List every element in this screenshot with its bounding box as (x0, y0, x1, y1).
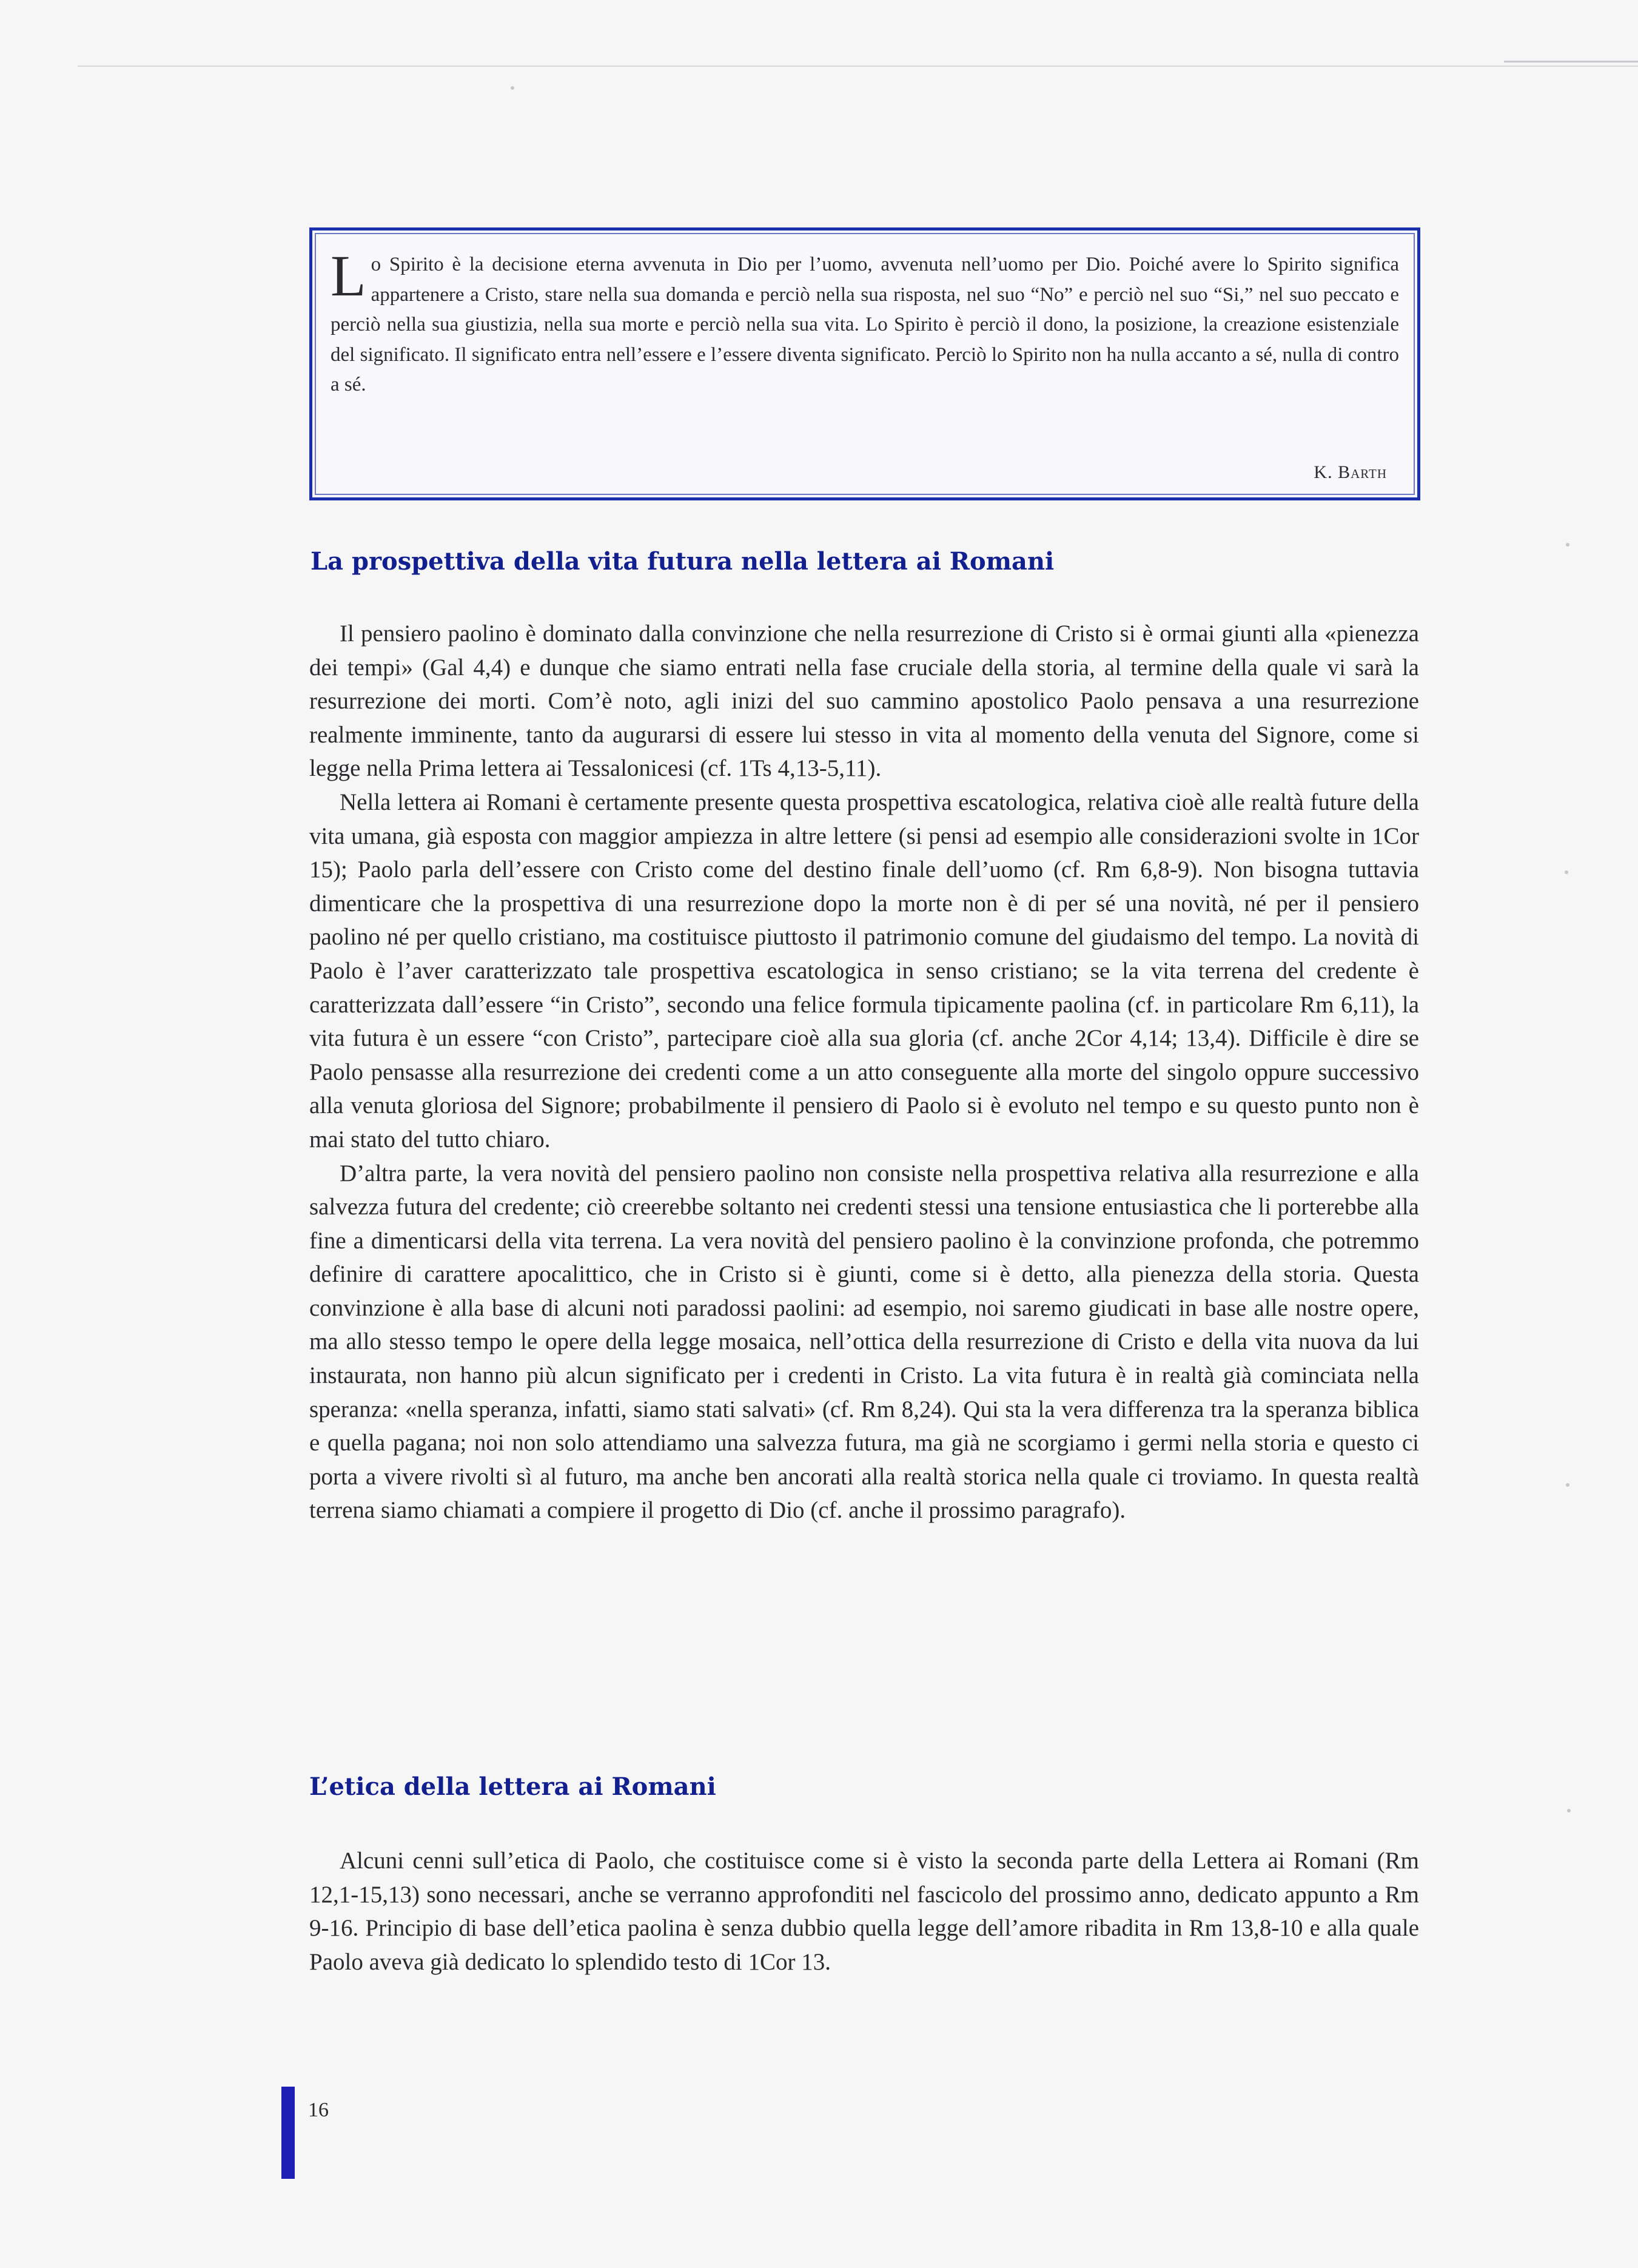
paragraph: Nella lettera ai Romani è certamente presente questa prospettiva escatologica, relativa cioè alle realtà future della vita umana, già esposta con maggior ampiezza in altre lettere (si pensi ad esempio alle considerazioni svolte in 1Cor 15); Paolo parla dell’essere con Cristo come del destino finale dell’uomo (cf. Rm 6,8-9). Non bisogna tuttavia dimenticare che la prospettiva di una resurrezione dopo la morte non è di per sé una novità, né per il pensiero paolino né per quello cristiano, ma costituisce piuttosto il patrimonio comune del giudaismo del tempo. La novità di Paolo è l’aver caratterizzato tale prospettiva escatologica in senso cristiano; se la vita terrena del credente è caratterizzata dall’essere “in Cristo”, secondo una felice formula tipicamente paolina (cf. in particolare Rm 6,11), la vita futura è un essere “con Cristo”, partecipare cioè alla sua gloria (cf. anche 2Cor 4,14; 13,4). Difficile è dire se Paolo pensasse alla resurrezione dei credenti come a un atto conseguente alla morte del singolo oppure successivo alla venuta gloriosa del Signore; probabilmente il pensiero di Paolo si è evoluto nel tempo e su questo punto non è mai stato del tutto chiaro. (309, 789, 1419, 1153)
section-body-etica (309, 1844, 1419, 1979)
quote-text (331, 243, 1399, 400)
quote-box (309, 227, 1420, 500)
scan-speck (1567, 1809, 1571, 1812)
page-number: 16 (308, 2099, 329, 2121)
quote-dropcap: L (331, 243, 366, 308)
paragraph: Alcuni cenni sull’etica di Paolo, che costituisce come si è visto la seconda parte della Lettera ai Romani (Rm 12,1-15,13) sono necessari, anche se verranno approfonditi nel fascicolo del prossimo anno, dedicato appunto a Rm 9-16. Principio di base dell’etica paolina è senza dubbio quella legge dell’amore ribadita in Rm 13,8-10 e alla quale Paolo aveva già dedicato lo splendido testo di 1Cor 13. (309, 1848, 1419, 1975)
scan-speck (1565, 870, 1568, 874)
page-number-bar (281, 2087, 295, 2179)
scan-speck (511, 86, 514, 90)
scan-speck (1566, 543, 1569, 547)
section-heading-etica: L’etica della lettera ai Romani (309, 1772, 716, 1801)
section-heading-prospettiva: La prospettiva della vita futura nella lettera ai Romani (310, 547, 1055, 576)
page-edge-fold (1504, 61, 1638, 62)
scan-speck (1566, 1483, 1569, 1487)
paragraph: D’altra parte, la vera novità del pensiero paolino non consiste nella prospettiva relativa alla resurrezione e alla salvezza futura del credente; ciò creerebbe soltanto nei credenti stessi una tensione entusiastica che li porterebbe alla fine a dimenticarsi della vita terrena. La vera novità del pensiero paolino è la convinzione profonda, che potremmo definire di carattere apocalittico, che in Cristo si è giunti, come si è detto, alla pienezza della storia. Questa convinzione è alla base di alcuni noti paradossi paolini: ad esempio, noi saremo giudicati in base alle nostre opere, ma allo stesso tempo le opere della legge mosaica, nell’ottica della resurrezione di Cristo e della vita nuova da lui instaurata, non hanno più alcun significato per i credenti in Cristo. La vita futura è in realtà già cominciata nella speranza: «nella speranza, infatti, siamo stati salvati» (cf. Rm 8,24). Qui sta la vera differenza tra la speranza biblica e quella pagana; noi non solo attendiamo una salvezza futura, ma già ne scorgiamo i germi nella storia e questo ci porta a vivere rivolti sì al futuro, ma anche ben ancorati alla realtà storica nella quale ci troviamo. In questa realtà terrena siamo chiamati a compiere il progetto di Dio (cf. anche il prossimo paragrafo). (309, 1160, 1419, 1524)
paragraph: Il pensiero paolino è dominato dalla convinzione che nella resurrezione di Cristo si è ormai giunti alla «pienezza dei tempi» (Gal 4,4) e dunque che siamo entrati nella fase cruciale della storia, al termine della quale vi sarà la resurrezione dei morti. Com’è noto, agli inizi del suo cammino apostolico Paolo pensava a una resurrezione realmente imminente, tanto da augurarsi di essere lui stesso in vita al momento della venuta del Signore, come si legge nella Prima lettera ai Tessalonicesi (cf. 1Ts 4,13-5,11). (309, 621, 1419, 782)
section-body-prospettiva (309, 617, 1419, 1527)
page-edge (78, 66, 1638, 67)
quote-author: K. Barth (1314, 462, 1387, 482)
quote-body: o Spirito è la decisione eterna avvenuta in Dio per l’uomo, avvenuta nell’uomo per Dio. Poiché avere lo Spirito significa appartenere a Cristo, stare nella sua domanda e perciò nella sua risposta, nel suo “No” e perciò nel suo “Si,” nel suo peccato e perciò nella sua giustizia, nella sua morte e perciò nella sua vita. Lo Spirito è perciò il dono, la posizione, la creazione esistenziale del significato. Il significato entra nell’essere e l’essere diventa significato. Perciò lo Spirito non ha nulla accanto a sé, nulla di contro a sé. (331, 254, 1399, 395)
